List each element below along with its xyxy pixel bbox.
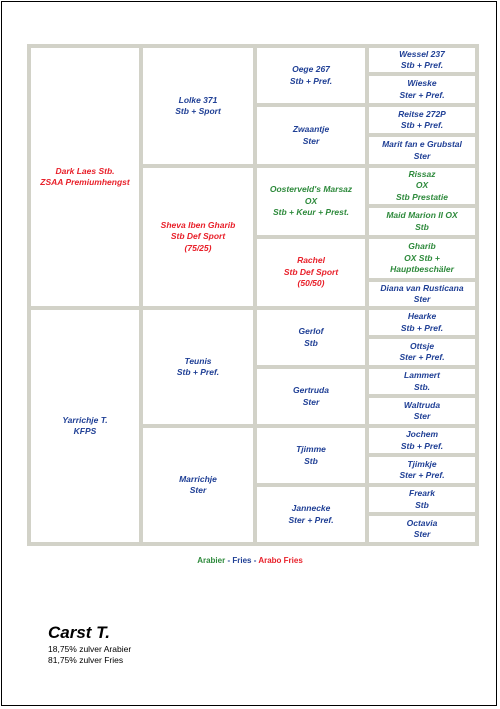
pedigree-sire [29, 46, 141, 308]
pedigree-gen4-ancestor [367, 337, 477, 367]
pedigree-gen4-ancestor [367, 396, 477, 426]
horse-info-line: Ster + Pref. [399, 352, 445, 362]
pedigree-dsd [255, 367, 367, 426]
pedigree-gen4-ancestor [367, 166, 477, 206]
pedigree-gen4-ancestor [367, 74, 477, 105]
horse-info-line: Rachel [297, 255, 325, 266]
horse-info-line: Ster [413, 294, 431, 304]
horse-info-line: Yarrichje T. [62, 414, 108, 425]
horse-info-line: Ster [413, 150, 431, 161]
horse-info-line: Tjimme [296, 444, 326, 455]
horse-info-line: Gertruda [293, 385, 329, 396]
horse-info-line: Jannecke [291, 503, 331, 514]
horse-info-line: Zwaantje [292, 124, 330, 135]
horse-info-line: (75/25) [184, 242, 212, 253]
horse-info-line: Stb [304, 337, 318, 348]
horse-info-line: Hearke [407, 311, 437, 322]
horse-info-line: OX [304, 195, 318, 206]
pedigree-sds [255, 166, 367, 237]
horse-info-line: Ottsje [409, 340, 435, 351]
horse-info-line: Sheva Iben Gharib [160, 219, 236, 230]
pedigree-sire-dam [141, 166, 255, 308]
pedigree-dam-dam [141, 426, 255, 544]
horse-info-line: Freark [409, 488, 435, 499]
pedigree-gen4-ancestor [367, 280, 477, 308]
pedigree-dds [255, 426, 367, 485]
pedigree-gen4-ancestor [367, 367, 477, 396]
horse-info-line: Hauptbeschäler [390, 264, 454, 275]
horse-info-line: Tjimkje [407, 458, 437, 469]
horse-info-line: Wieske [407, 78, 437, 89]
legend-fries: Fries [232, 556, 252, 565]
horse-info-line: Ster [302, 135, 320, 146]
horse-info-line: Stb Def Sport [283, 266, 339, 277]
pedigree-dam-sire [141, 308, 255, 426]
pedigree-sire-sire [141, 46, 255, 166]
horse-info-line: Lammert [404, 370, 440, 381]
horse-info-line: Stb + Keur + Prest. [272, 207, 350, 218]
horse-info-line: Stb [304, 455, 318, 466]
horse-info-line: Ster [413, 411, 431, 421]
pedigree-sdd [255, 237, 367, 308]
horse-info-line: Waltruda [403, 399, 441, 410]
horse-info-line: Stb [415, 221, 429, 232]
legend-arabier: Arabier [197, 556, 226, 565]
horse-info-line: Stb. [413, 381, 431, 392]
horse-info-line: Oege 267 [292, 64, 330, 75]
pedigree-gen4-ancestor [367, 237, 477, 280]
pedigree-ssd [255, 105, 367, 166]
horse-info-line: Ster [189, 485, 207, 495]
horse-info-line: (50/50) [297, 278, 325, 289]
horse-info-line: Rissaz [408, 168, 436, 179]
horse-info-line: Gerlof [298, 326, 324, 337]
pedigree-ddd [255, 485, 367, 544]
legend-arabo-fries: Arabo Fries [258, 556, 303, 565]
legend-separator: - [227, 556, 231, 565]
legend-separator: - [253, 556, 257, 565]
horse-info-line: Teunis [184, 355, 212, 366]
pedigree-gen4-ancestor [367, 455, 477, 485]
pedigree-table [27, 44, 479, 546]
horse-info-line: Stb + Pref. [400, 60, 444, 70]
horse-info-line: Stb + Pref. [400, 322, 444, 333]
horse-info-line: Reitse 272P [398, 108, 446, 119]
horse-info-line: ZSAA Premiumhengst [40, 177, 130, 187]
horse-info-line: Octavia [406, 517, 438, 528]
horse-info-line: Jochem [405, 429, 439, 440]
horse-info-line: Wessel 237 [399, 48, 445, 59]
breed-percentage-arabier: 18,75% zulver Arabier [48, 644, 132, 654]
horse-info-line: Stb [415, 499, 429, 510]
horse-info-line: Oosterveld's Marsaz [269, 184, 353, 195]
horse-info-line: Marrichje [179, 473, 217, 484]
pedigree-gen4-ancestor [367, 105, 477, 135]
horse-info-line: Stb + Pref. [400, 440, 444, 451]
pedigree-dss [255, 308, 367, 367]
pedigree-gen4-ancestor [367, 308, 477, 337]
horse-info-line: Marit fan e Grubstal [382, 139, 462, 150]
horse-info-line: Stb + Pref. [289, 75, 333, 86]
pedigree-dam [29, 308, 141, 544]
horse-info-line: Lolke 371 [178, 94, 218, 105]
breed-percentage-fries: 81,75% zulver Fries [48, 655, 124, 665]
horse-info-line: Ster [413, 529, 431, 539]
pedigree-gen4-ancestor [367, 135, 477, 166]
horse-info-line: KFPS [73, 426, 97, 436]
pedigree-gen4-ancestor [367, 426, 477, 455]
subject-name: Carst T. [48, 623, 111, 642]
horse-info-line: Ster + Pref. [399, 89, 445, 100]
color-legend [0, 556, 500, 565]
pedigree-gen4-ancestor [367, 514, 477, 544]
horse-info-line: Gharib [408, 241, 436, 252]
horse-info-line: Stb + Pref. [176, 367, 220, 377]
horse-info-line: Stb Prestatie [396, 191, 448, 202]
pedigree-gen4-ancestor [367, 46, 477, 74]
horse-info-line: Ster + Pref. [288, 514, 334, 525]
horse-info-line: Stb + Pref. [400, 120, 444, 130]
horse-info-line: Ster [302, 396, 320, 407]
horse-info-line: Ster + Pref. [399, 470, 445, 480]
pedigree-sss [255, 46, 367, 105]
horse-info-line: Maid Marion II OX [386, 210, 458, 221]
horse-info-line: Dark Laes Stb. [55, 165, 115, 176]
horse-info-line: Diana van Rusticana [380, 282, 464, 293]
horse-info-line: Stb Def Sport [170, 231, 226, 242]
horse-info-line: OX Stb + [404, 252, 440, 263]
pedigree-gen4-ancestor [367, 206, 477, 237]
horse-info-line: Stb + Sport [175, 106, 221, 116]
horse-info-line: OX [415, 180, 429, 191]
pedigree-gen4-ancestor [367, 485, 477, 514]
